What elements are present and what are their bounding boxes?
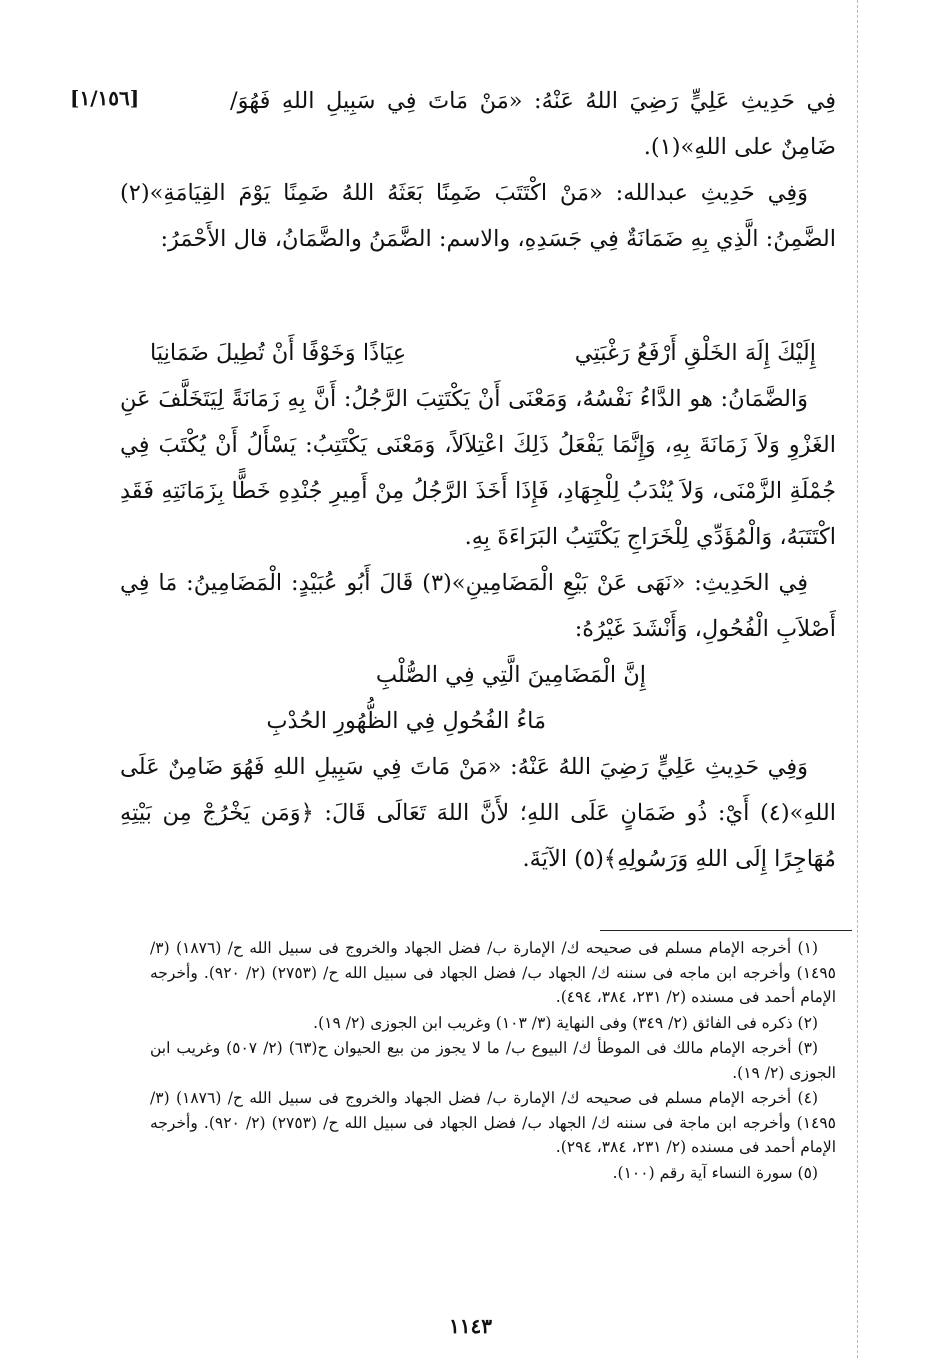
poem-line-1: إِنَّ الْمَضَامِينَ الَّتِي فِي الصُّلْبِ bbox=[375, 662, 646, 688]
footnote-3: (٣) أخرجه الإمام مالك فى الموطأ ك/ البيوع ب/ ما لا يجوز من بيع الحيوان ح(٦٣) (٢/ ٥٠٧) وغريب ابن الجوزى (٢/ ١٩). bbox=[150, 1039, 836, 1082]
paragraph-4: فِي الحَدِيثِ: «نَهَى عَنْ بَيْعِ الْمَضَامِينِ»(٣) قَالَ أَبُو عُبَيْدٍ: الْمَضَامِينُ: مَا فِي أَصْلاَبِ الْفُحُولِ، وَأَنْشَدَ غَيْرُهُ: bbox=[120, 570, 836, 642]
footnote-4: (٤) أخرجه الإمام مسلم فى صحيحه ك/ الإمارة ب/ فضل الجهاد والخروج فى سبيل الله ح/ (١٨٧٦) (٣/ ١٤٩٥) وأخرجه ابن ماجة فى سننه ك/ الجهاد ب/ فضل الجهاد فى سبيل الله ح/ (٢٧٥٣) (٢/ ٩٢٠). وأخرجه الإمام أحمد فى مسنده (٢/ ٢٣١، ٣٨٤، ٢٩٤). bbox=[150, 1089, 836, 1156]
footnote-1: (١) أخرجه الإمام مسلم فى صحيحه ك/ الإمارة ب/ فضل الجهاد والخروج فى سبيل الله ح/ (١٨٧٦) (٣/ ١٤٩٥) وأخرجه ابن ماجه فى سننه ك/ الجهاد ب/ فضل الجهاد فى سبيل الله ح/ (٢٧٥٣) (٢/ ٩٢٠). وأخرجه الإمام أحمد فى مسنده (٢/ ٢٣١، ٣٨٤، ٤٩٤). bbox=[150, 939, 836, 1006]
paragraph-1: فِي حَدِيثِ عَلِيٍّ رَضِيَ اللهُ عَنْهُ: «مَنْ مَاتَ فِي سَبِيلِ اللهِ فَهُوَ/ ضَامِنٌ على اللهِ»(١). bbox=[230, 88, 836, 160]
verse bbox=[150, 330, 836, 376]
footnote-separator bbox=[600, 930, 852, 931]
poem bbox=[120, 652, 836, 744]
main-text bbox=[120, 78, 836, 262]
footnote-5: (٥) سورة النساء آية رقم (١٠٠). bbox=[612, 1163, 818, 1182]
page-number: ١١٤٣ bbox=[449, 1314, 492, 1338]
paragraph-2: وَفِي حَدِيثِ عبدالله: «مَنْ اكْتَتَبَ ضَمِنًا بَعَثَهُ اللهُ ضَمِنًا يَوْمَ القِيَامَةِ»(٢) الضَّمِنُ: الَّذِي بِهِ ضَمَانَةٌ فِي جَسَدِهِ، والاسم: الضَّمَنُ والضَّمَانُ، قال الأَحْمَرُ: bbox=[120, 180, 836, 252]
main-text-continued bbox=[120, 376, 836, 882]
poem-line-2: مَاءُ الفُحُولِ فِي الظُّهُورِ الحُدْبِ bbox=[266, 708, 546, 734]
footnotes bbox=[150, 936, 836, 1186]
footnote-2: (٢) ذكره فى الفائق (٢/ ٣٤٩) وفى النهاية (٣/ ١٠٣) وغريب ابن الجوزى (٢/ ١٩). bbox=[313, 1013, 818, 1032]
paragraph-5: وَفِي حَدِيثِ عَلِيٍّ رَضِيَ اللهُ عَنْهُ: «مَنْ مَاتَ فِي سَبِيلِ اللهِ فَهُوَ ضَامِنٌ عَلَى اللهِ»(٤) أَيْ: ذُو ضَمَانٍ عَلَى اللهِ؛ لأَنَّ اللهَ تَعَالَى قَالَ: ﴿وَمَن يَخْرُجْ مِن بَيْتِهِ مُهَاجِرًا إِلَى اللهِ وَرَسُولِهِ﴾(٥) الآيَةَ. bbox=[120, 754, 836, 872]
scan-fold-line bbox=[857, 0, 858, 1358]
verse-hemistich-2: عِيَاذًا وَخَوْفًا أَنْ تُطِيلَ ضَمَانِيَا bbox=[150, 340, 407, 366]
original-page-reference: [١/١٥٦] bbox=[70, 86, 140, 110]
paragraph-3: وَالضَّمَانُ: هو الدَّاءُ نَفْسُهُ، وَمَعْنَى أَنْ يَكْتَتِبَ الرَّجُلُ: أَنَّ بِهِ زَمَانَةً لِيَتَخَلَّفَ عَنِ الغَزْوِ وَلاَ زَمَانَةَ بِهِ، وَإِنَّمَا يَفْعَلُ ذَلِكَ اعْتِلاَلاً، وَمَعْنَى يَكْتَتِبُ: يَسْأَلُ أَنْ يُكْتَبَ فِي جُمْلَةِ الزَّمْنَى، وَلاَ يُنْدَبُ لِلْجِهَادِ، فَإِذَا أَخَذَ الرَّجُلُ مِنْ أَمِيرِ جُنْدِهِ خَطًّا بِزَمَانَتِهِ فَقَدِ اكْتَتَبَهُ، وَالْمُؤَدِّي لِلْخَرَاجِ يَكْتَتِبُ البَرَاءَةَ بِهِ. bbox=[120, 386, 836, 550]
verse-hemistich-1: إِلَيْكَ إِلَهَ الخَلْقِ أَرْفَعُ رَغْبَتِي bbox=[574, 340, 816, 366]
